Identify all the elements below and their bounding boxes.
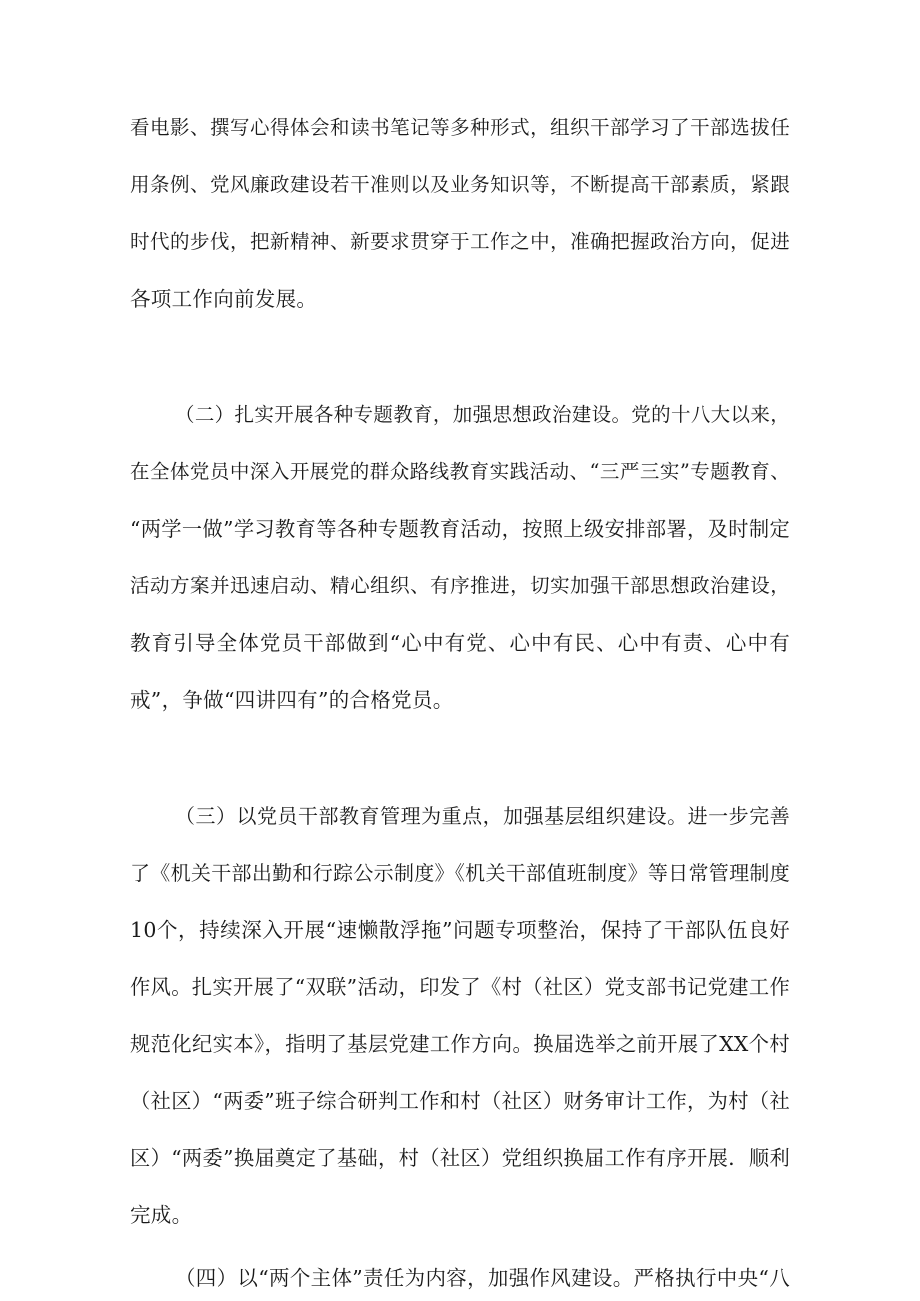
text-line: （三）以党员干部教育管理为重点，加强基层组织建设。进一步完善 (175, 804, 790, 828)
text-line: 区）“两委”换届奠定了基础，村（社区）党组织换届工作有序开展．顺利 (130, 1146, 790, 1170)
text-line: 完成。 (130, 1203, 193, 1227)
text-line: 活动方案并迅速启动、精心组织、有序推进，切实加强干部思想政治建设， (130, 574, 790, 597)
text-line: 看电影、撰写心得体会和读书笔记等多种形式，组织干部学习了干部选拔任 (130, 116, 790, 139)
text-line: （四）以“两个主体”责任为内容，加强作风建设。严格执行中央“八 (175, 1266, 790, 1290)
text-line: 时代的步伐，把新精神、新要求贯穿于工作之中，准确把握政治方向，促进 (130, 230, 790, 253)
text-line: 作风。扎实开展了“双联”活动，印发了《村（社区）党支部书记党建工作 (130, 975, 790, 999)
text-line: 教育引导全体党员干部做到“心中有党、心中有民、心中有责、心中有 (130, 631, 790, 655)
text-line: 规范化纪实本》，指明了基层党建工作方向。换届选举之前开展了XX个村 (130, 1032, 790, 1056)
text-line: “两学一做”学习教育等各种专题教育活动，按照上级安排部署，及时制定 (130, 517, 790, 541)
text-line: （二）扎实开展各种专题教育，加强思想政治建设。党的十八大以来， (175, 403, 790, 426)
text-line: （社区）“两委”班子综合研判工作和村（社区）财务审计工作，为村（社 (130, 1089, 790, 1113)
text-line: 10个，持续深入开展“速懒散浮拖”问题专项整治，保持了干部队伍良好 (130, 918, 790, 942)
text-line: 各项工作向前发展。 (130, 287, 318, 311)
text-line: 戒”，争做“四讲四有”的合格党员。 (130, 688, 454, 712)
text-line: 在全体党员中深入开展党的群众路线教育实践活动、“三严三实”专题教育、 (130, 460, 790, 483)
text-line: 了《机关干部出勤和行踪公示制度》《机关干部值班制度》等日常管理制度 (130, 861, 790, 885)
text-line: 用条例、党风廉政建设若干准则以及业务知识等，不断提高干部素质，紧跟 (130, 173, 790, 196)
